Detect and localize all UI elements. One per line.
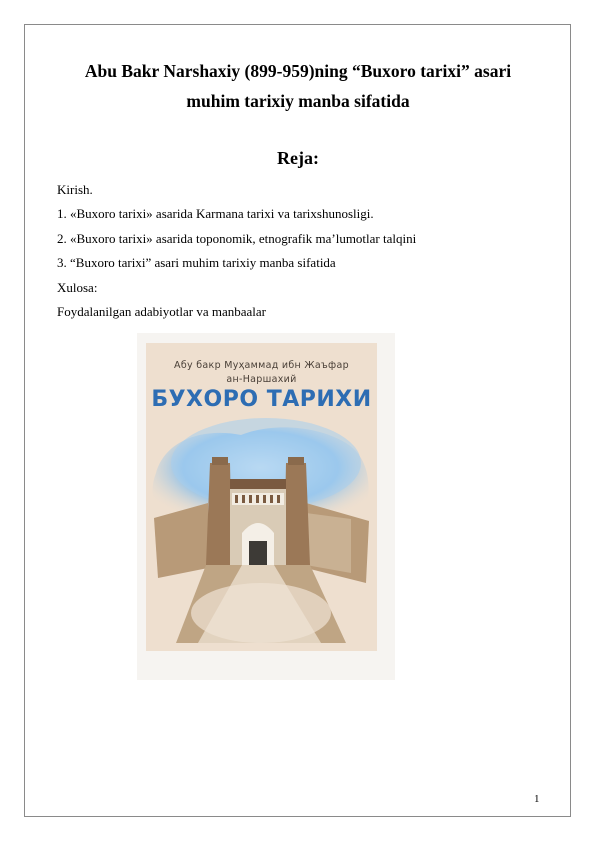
- title-line-2: muhim tarixiy manba sifatida: [186, 91, 410, 111]
- title-line-1: Abu Bakr Narshaxiy (899-959)ning “Buxoro tarixi” asari: [84, 61, 512, 81]
- plan-item-intro: Kirish.: [57, 182, 93, 197]
- page-number: 1: [534, 793, 540, 805]
- document-title: [40, 56, 556, 116]
- book-author: [146, 359, 377, 387]
- plan-item-2: 2. «Buxoro tarixi» asarida toponomik, etnografik ma’lumotlar talqini: [57, 230, 417, 246]
- book-title: БУХОРО ТАРИХИ: [151, 387, 372, 412]
- plan-item-3: 3. “Buxoro tarixi” asari muhim tarixiy manba sifatida: [57, 255, 336, 271]
- plan-item-references: Foydalanilgan adabiyotlar va manbaalar: [57, 304, 267, 320]
- plan-item-conclusion: Xulosa:: [57, 279, 98, 295]
- book-cover-image: [146, 343, 377, 651]
- plan-list: [57, 178, 416, 324]
- plan-heading: Reja:: [277, 148, 319, 168]
- book-author-line-1: Абу бакр Муҳаммад ибн Жаъфар: [174, 360, 349, 371]
- plan-item-1: 1. «Buxoro tarixi» asarida Karmana tarixi va tarixshunosligi.: [57, 206, 374, 222]
- book-author-line-2: ан-Наршахий: [226, 374, 297, 385]
